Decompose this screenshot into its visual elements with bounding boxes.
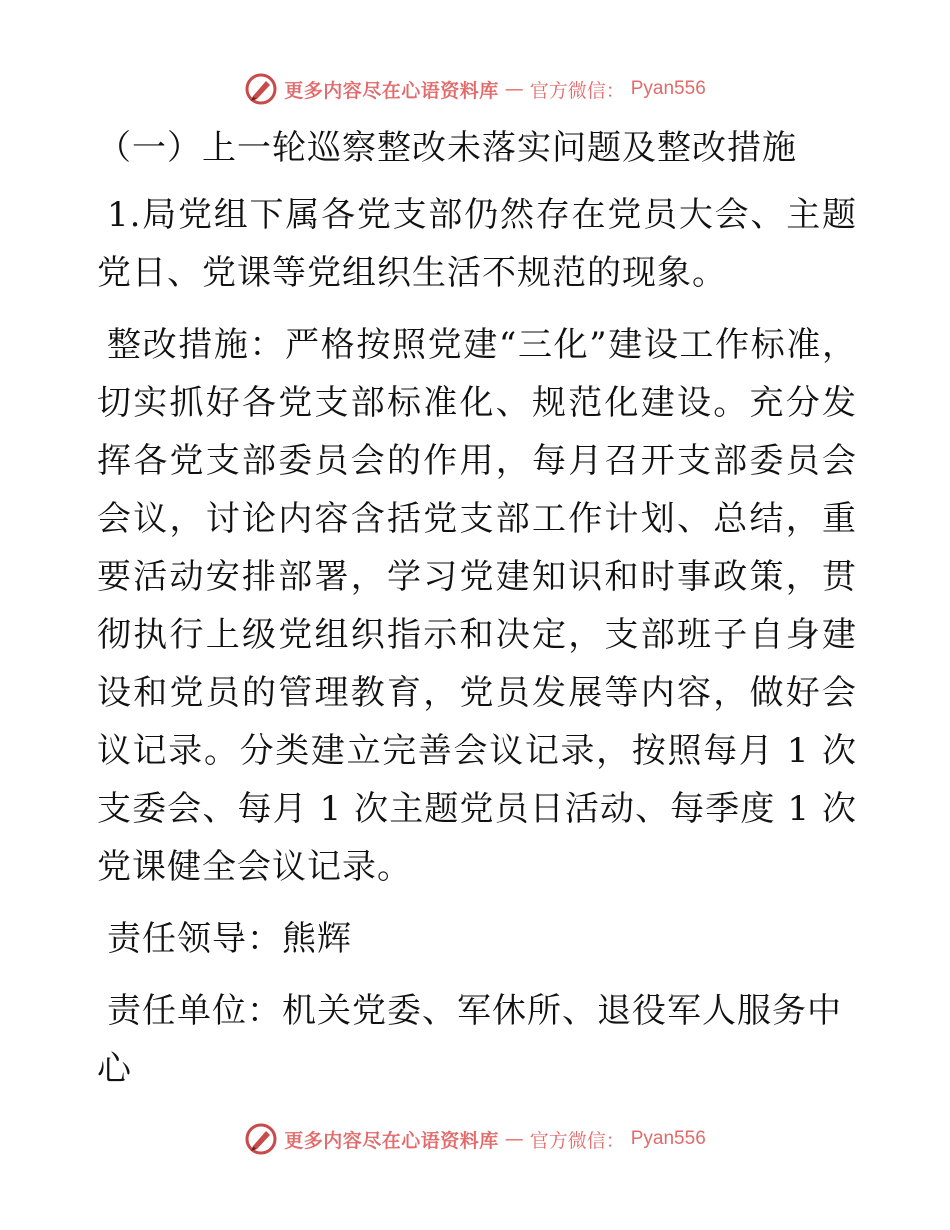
watermark-wechat-id: Pyan556 bbox=[630, 78, 706, 99]
watermark-dash: — bbox=[504, 1128, 524, 1150]
watermark-wechat-label: 官方微信： bbox=[529, 79, 625, 102]
measures-paragraph: 整改措施：严格按照党建“三化”建设工作标准，切实抓好各党支部标准化、规范化建设。充分发挥各党支部委员会的作用，每月召开支部委员会会议，讨论内容含括党支部工作计划、总结，重要活动安排部署，学习党建知识和时事政策，贯彻执行上级党组织指示和决定，支部班子自身建设和党员的管理教育，党员发展等内容，做好会议记录。分类建立完善会议记录，按照每月 1 次支委会、每月 1 次主题党员日活动、每季度 1 次党课健全会议记录。 bbox=[97, 325, 857, 887]
responsible-unit: 责任单位：机关党委、军休所、退役军人服务中心 bbox=[97, 991, 842, 1089]
watermark-wechat-id: Pyan556 bbox=[630, 1128, 706, 1149]
watermark-text: 更多内容尽在心语资料库 bbox=[284, 79, 499, 102]
responsible-leader: 责任领导：熊辉 bbox=[107, 919, 352, 959]
pen-logo-icon bbox=[244, 72, 278, 106]
issue-paragraph: 1.局党组下属各党支部仍然存在党员大会、主题党日、党课等党组织生活不规范的现象。 bbox=[97, 195, 857, 293]
watermark-text: 更多内容尽在心语资料库 bbox=[284, 1129, 499, 1152]
watermark-dash: — bbox=[504, 78, 524, 100]
watermark-header bbox=[0, 72, 950, 106]
watermark-wechat-label: 官方微信： bbox=[529, 1129, 625, 1152]
watermark-footer bbox=[0, 1122, 950, 1156]
document-body bbox=[97, 120, 857, 1112]
section-heading: （一）上一轮巡察整改未落实问题及整改措施 bbox=[97, 128, 797, 168]
pen-logo-icon bbox=[244, 1122, 278, 1156]
